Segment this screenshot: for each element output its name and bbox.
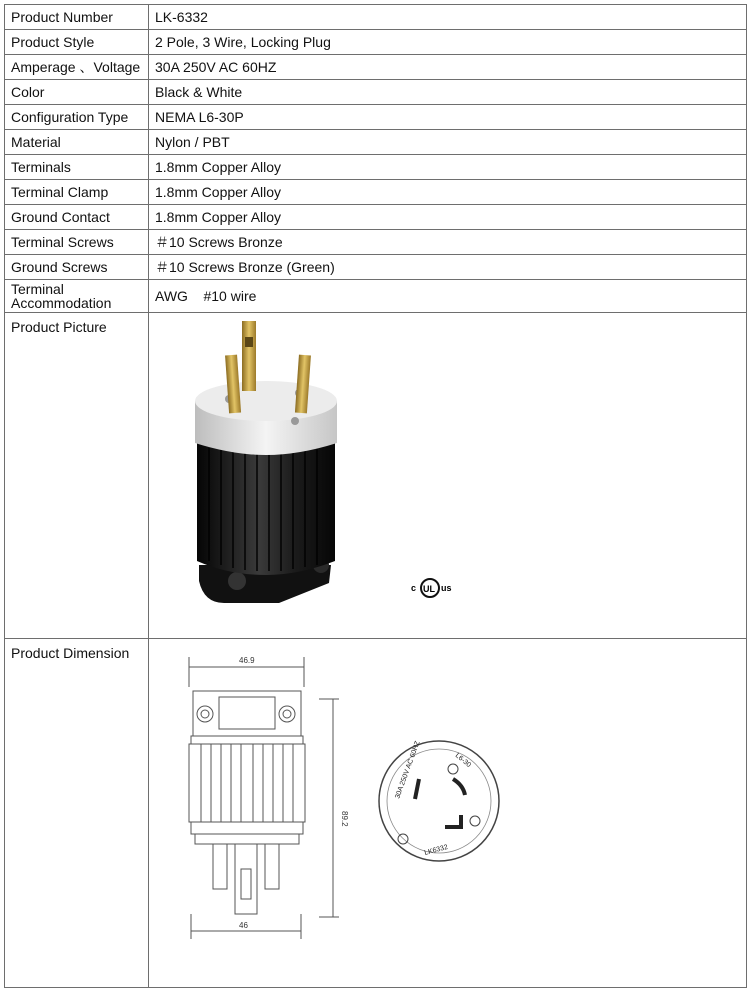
row-product-dimension (5, 639, 747, 988)
row-value: AWG #10 wire (149, 280, 747, 313)
row-label: Color (5, 80, 149, 105)
row-product-picture (5, 313, 747, 639)
row-material (5, 130, 747, 155)
label-line-1: Terminal (11, 281, 64, 297)
row-label (5, 280, 149, 313)
row-terminal-screws (5, 230, 747, 255)
row-label: Configuration Type (5, 105, 149, 130)
face-config-text: L6-30 (453, 752, 472, 770)
blade-ground (242, 321, 256, 391)
dim-height: 89.2 (340, 811, 349, 827)
spec-table (4, 4, 747, 988)
row-terminals (5, 155, 747, 180)
plug-face-top (195, 381, 337, 421)
face-model-text: LK6332 (423, 843, 449, 857)
row-label: Terminal Clamp (5, 180, 149, 205)
row-label: Ground Screws (5, 255, 149, 280)
row-configuration-type (5, 105, 747, 130)
row-terminal-clamp (5, 180, 747, 205)
row-terminal-accommodation (5, 280, 747, 313)
row-value: 2 Pole, 3 Wire, Locking Plug (149, 30, 747, 55)
row-label: Terminal Screws (5, 230, 149, 255)
row-value: Black & White (149, 80, 747, 105)
row-label: Product Style (5, 30, 149, 55)
cert-c-text: c (411, 583, 417, 593)
row-value: NEMA L6-30P (149, 105, 747, 130)
picture-cell (149, 313, 747, 639)
plug-body-black (197, 441, 335, 575)
row-value: 1.8mm Copper Alloy (149, 205, 747, 230)
face-rating-text: 30A 250V AC 60HZ (394, 740, 422, 800)
row-label: Material (5, 130, 149, 155)
cul-us-mark (411, 579, 452, 597)
dim-width-bottom: 46 (239, 921, 248, 930)
row-value: 30A 250V AC 60HZ (149, 55, 747, 80)
row-value: ＃10 Screws Bronze (Green) (149, 255, 747, 280)
row-label: Amperage 、Voltage (5, 55, 149, 80)
row-product-style (5, 30, 747, 55)
cert-us-text: us (441, 583, 452, 593)
row-value: LK-6332 (149, 5, 747, 30)
row-value: 1.8mm Copper Alloy (149, 155, 747, 180)
dimension-drawing (149, 639, 747, 981)
row-label: Product Picture (5, 313, 149, 639)
row-label: Product Number (5, 5, 149, 30)
row-value: Nylon / PBT (149, 130, 747, 155)
label-line-2: Accommodation (11, 295, 112, 311)
cert-ul-text: UL (423, 584, 435, 594)
dim-width-top: 46.9 (239, 656, 255, 665)
row-label: Terminals (5, 155, 149, 180)
row-value: 1.8mm Copper Alloy (149, 180, 747, 205)
row-label: Product Dimension (5, 639, 149, 988)
row-ground-screws (5, 255, 747, 280)
row-value: ＃10 Screws Bronze (149, 230, 747, 255)
plug-face-view (379, 740, 499, 861)
row-amperage-voltage (5, 55, 747, 80)
dimension-cell (149, 639, 747, 988)
row-label: Ground Contact (5, 205, 149, 230)
row-color (5, 80, 747, 105)
base-screw-hole (228, 572, 246, 590)
plug-photo (149, 313, 747, 632)
row-product-number (5, 5, 747, 30)
row-ground-contact (5, 205, 747, 230)
